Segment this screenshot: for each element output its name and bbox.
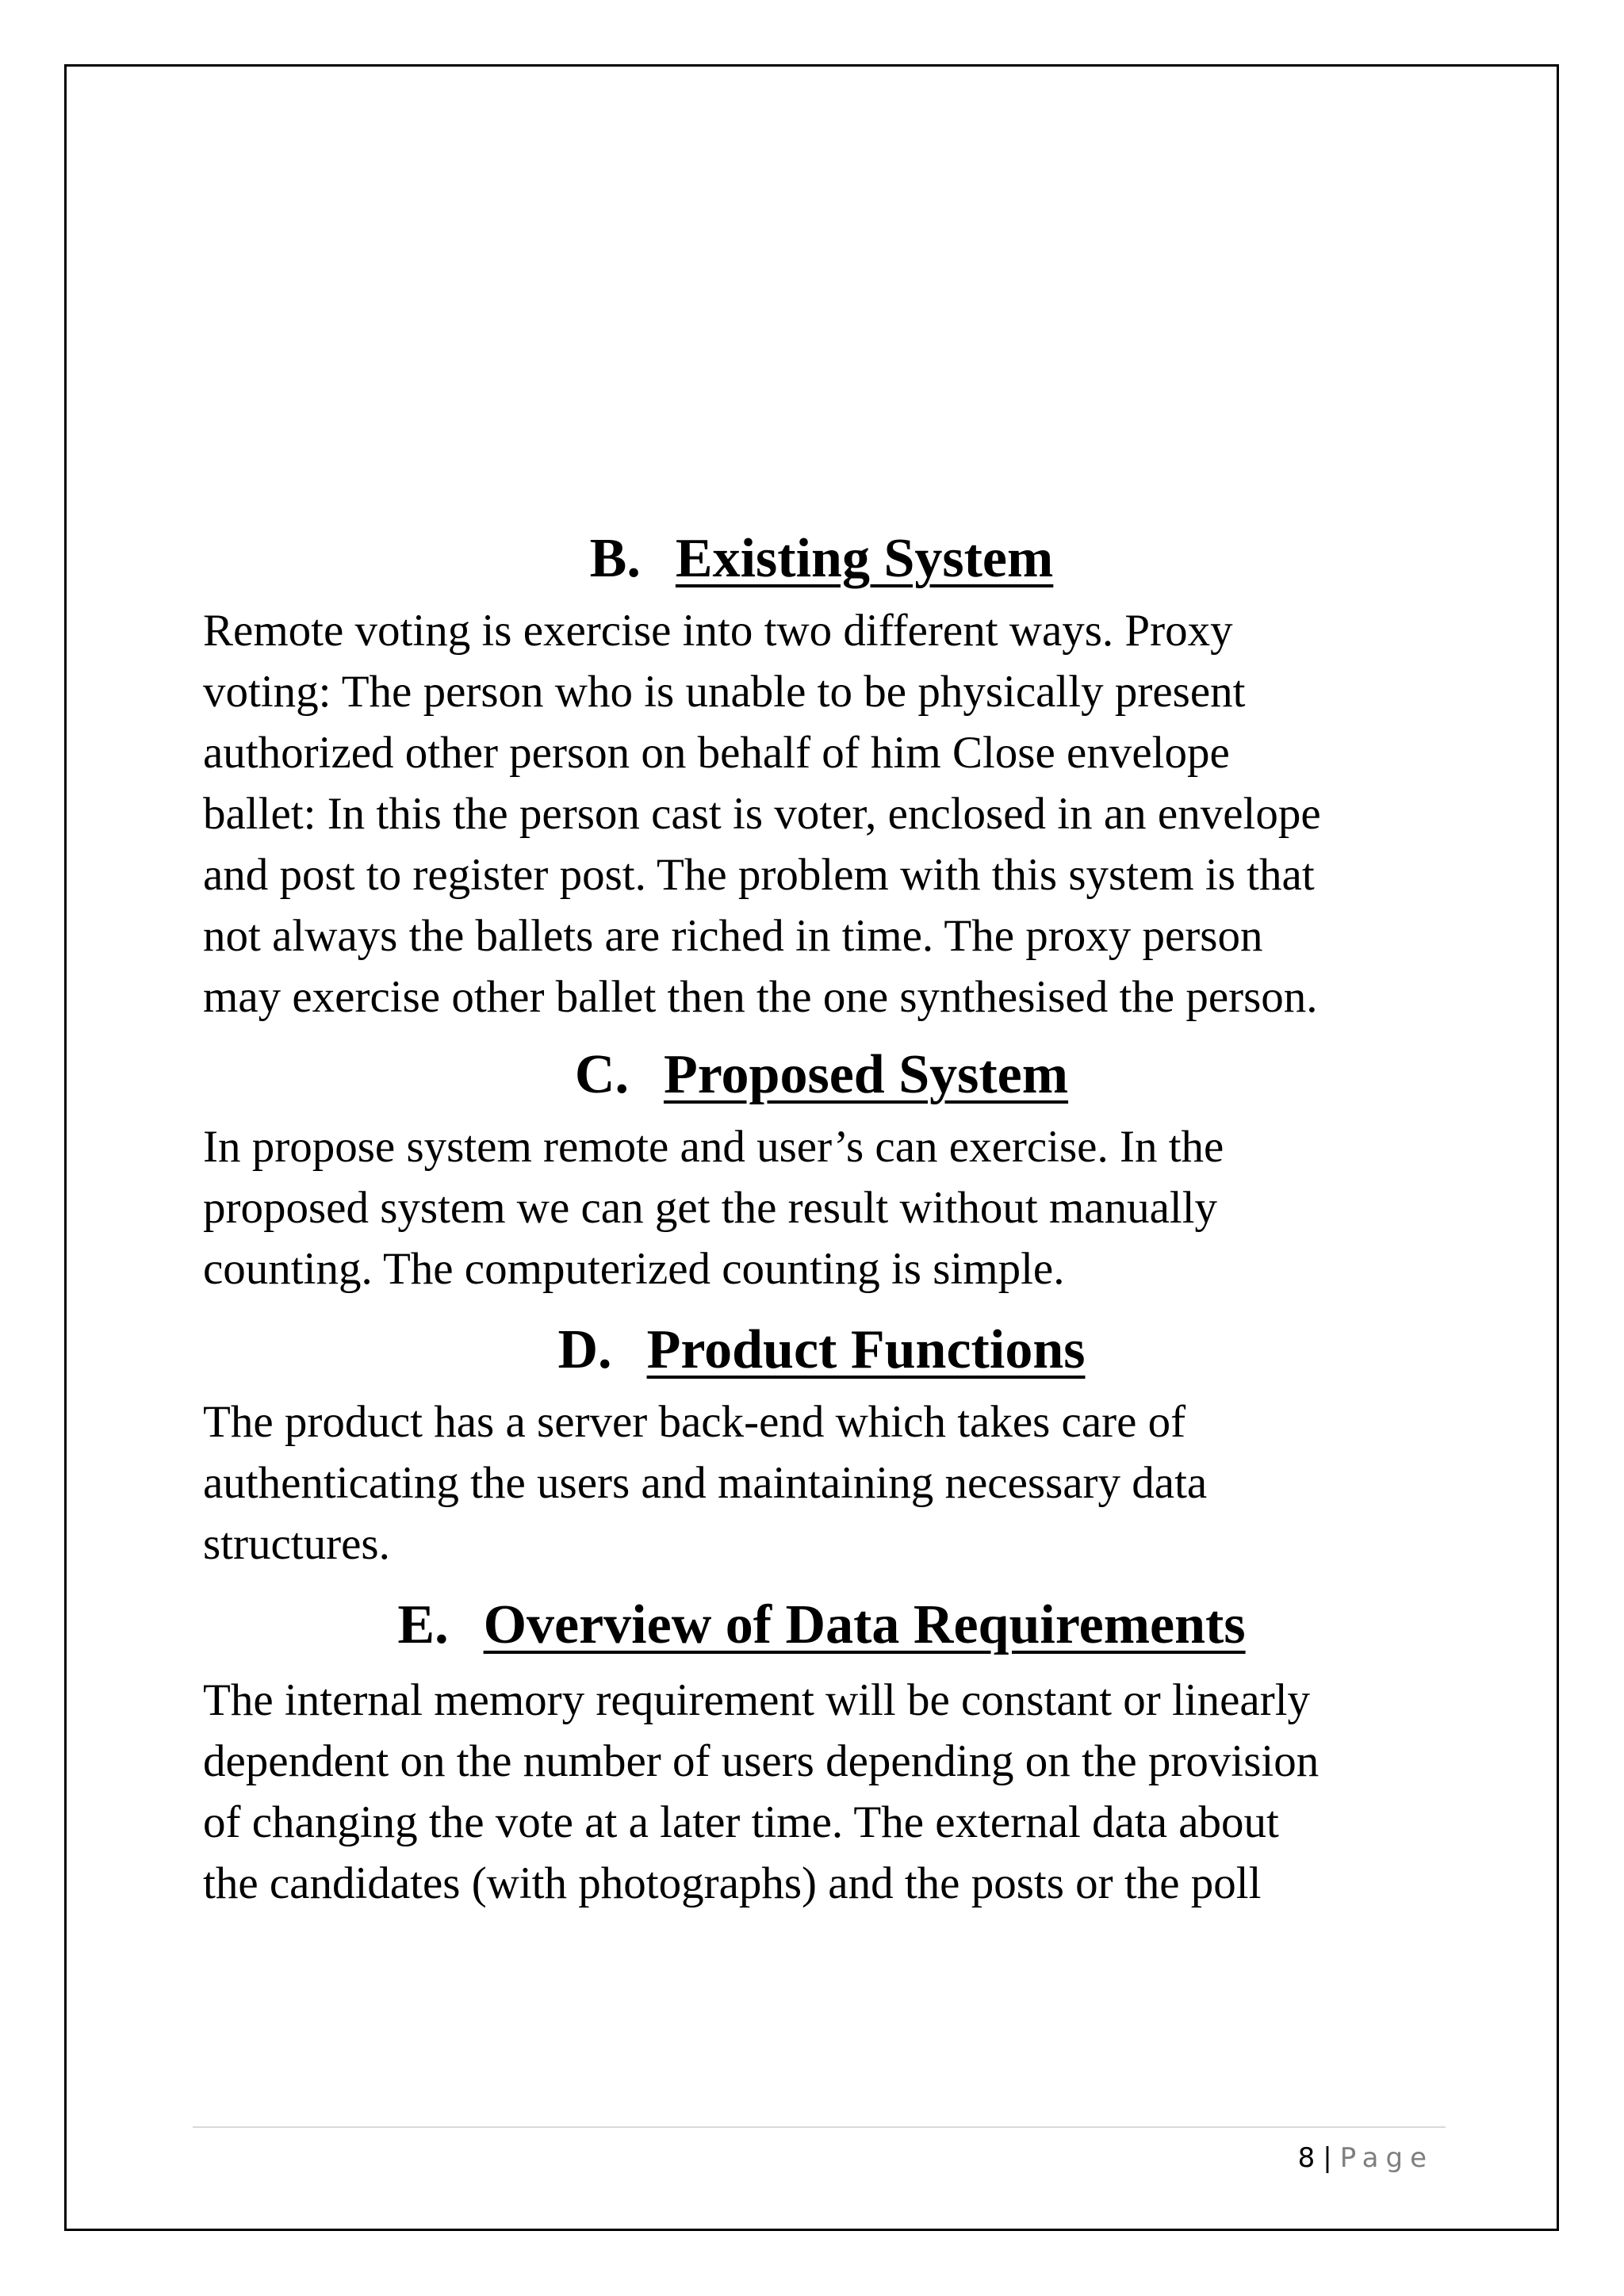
section-letter: E.	[397, 1594, 449, 1655]
body-line: of changing the vote at a later time. The external data about	[203, 1797, 1279, 1847]
section-body-product-functions	[203, 1391, 1440, 1575]
section-title: Existing System	[675, 528, 1054, 589]
document-content	[203, 519, 1440, 1914]
body-line: and post to register post. The problem with this system is that	[203, 850, 1315, 900]
section-body-proposed-system	[203, 1116, 1440, 1299]
footer-divider	[193, 2126, 1446, 2128]
body-line: authorized other person on behalf of him Close envelope	[203, 728, 1230, 778]
section-heading-product-functions	[203, 1311, 1440, 1390]
body-line: Remote voting is exercise into two different ways. Proxy	[203, 606, 1233, 656]
body-line: The internal memory requirement will be constant or linearly	[203, 1675, 1311, 1725]
page-footer	[1298, 2141, 1434, 2175]
body-line: voting: The person who is unable to be physically present	[203, 667, 1246, 717]
footer-separator: |	[1323, 2142, 1332, 2174]
section-heading-proposed-system	[203, 1035, 1440, 1115]
section-letter: D.	[557, 1319, 612, 1380]
section-title: Overview of Data Requirements	[483, 1594, 1246, 1655]
body-line: dependent on the number of users depending on the provision	[203, 1736, 1320, 1786]
section-body-existing-system	[203, 600, 1440, 1027]
body-line: counting. The computerized counting is simple.	[203, 1244, 1065, 1294]
body-line: may exercise other ballet then the one synthesised the person.	[203, 972, 1318, 1022]
body-line: ballet: In this the person cast is voter, enclosed in an envelope	[203, 789, 1321, 839]
body-line: The product has a server back-end which takes care of	[203, 1397, 1186, 1447]
section-letter: B.	[589, 528, 641, 589]
section-heading-data-requirements	[203, 1586, 1440, 1665]
section-title: Proposed System	[663, 1044, 1069, 1105]
section-body-data-requirements	[203, 1670, 1440, 1914]
section-letter: C.	[574, 1044, 629, 1105]
page-label: Page	[1339, 2142, 1434, 2174]
body-line: the candidates (with photographs) and the posts or the poll	[203, 1858, 1262, 1908]
body-line: authenticating the users and maintaining necessary data	[203, 1458, 1208, 1508]
body-line: structures.	[203, 1519, 390, 1569]
section-heading-existing-system	[203, 519, 1440, 599]
body-line: proposed system we can get the result without manually	[203, 1183, 1218, 1233]
body-line: In propose system remote and user’s can exercise. In the	[203, 1122, 1224, 1172]
page-number: 8	[1297, 2142, 1316, 2174]
section-title: Product Functions	[646, 1319, 1086, 1380]
body-line: not always the ballets are riched in time. The proxy person	[203, 911, 1263, 961]
